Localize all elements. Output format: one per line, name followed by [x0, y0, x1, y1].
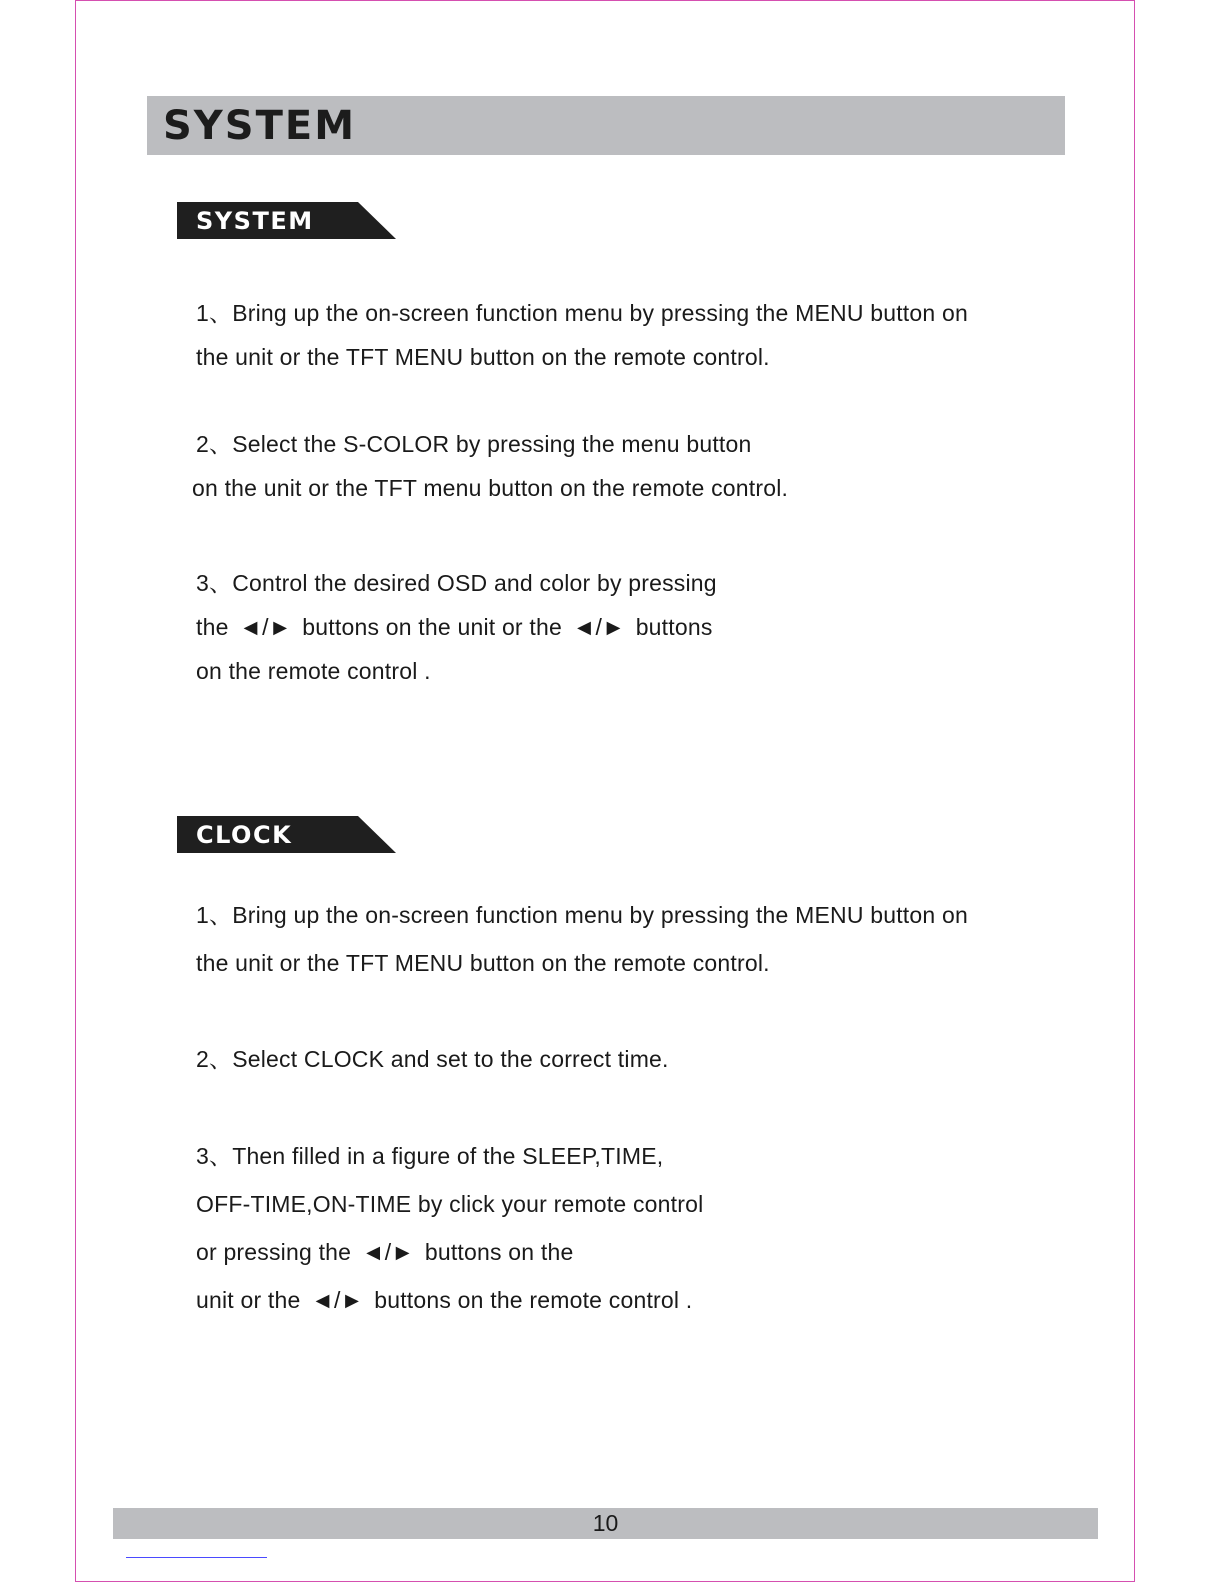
system-step2-line2: on the unit or the TFT menu button on the remote control. — [192, 475, 789, 501]
clock-section-label: CLOCK — [196, 821, 293, 849]
system-section-tab — [177, 202, 397, 239]
clock-step3-text-unit: unit or the — [196, 1287, 301, 1313]
clock-step3-line3 — [196, 1238, 573, 1266]
clock-step3-line2: OFF-TIME,ON-TIME by click your remote control — [196, 1191, 704, 1217]
system-step2-line1: 2、Select the S-COLOR by pressing the menu button — [196, 431, 752, 457]
clock-step1-line2: the unit or the TFT MENU button on the remote control. — [196, 950, 770, 976]
footer-underline — [126, 1557, 267, 1558]
system-step3-text-the: the — [196, 614, 229, 640]
clock-step2-line1: 2、Select CLOCK and set to the correct time. — [196, 1046, 669, 1072]
left-right-arrows-icon: ◄/► — [239, 614, 292, 640]
system-step3-text-buttons: buttons — [635, 614, 713, 640]
system-section-label: SYSTEM — [196, 207, 314, 235]
clock-step3-line1: 3、Then filled in a figure of the SLEEP,TIME, — [196, 1143, 664, 1169]
system-step3-line2 — [196, 613, 713, 641]
clock-step3-line4 — [196, 1286, 692, 1314]
system-step3-text-buttons-unit: buttons on the unit or the — [302, 614, 562, 640]
clock-section-tab — [177, 816, 397, 853]
page-header-bar — [147, 96, 1065, 155]
clock-step3-text-or-pressing: or pressing the — [196, 1239, 352, 1265]
system-step1-line2: the unit or the TFT MENU button on the remote control. — [196, 344, 770, 370]
left-right-arrows-icon: ◄/► — [572, 614, 626, 640]
system-step3-line3: on the remote control . — [196, 658, 431, 684]
page-title: SYSTEM — [163, 103, 356, 149]
left-right-arrows-icon: ◄/► — [311, 1287, 364, 1313]
clock-step3-text-buttons-on: buttons on the — [424, 1239, 574, 1265]
clock-step1-line1: 1、Bring up the on-screen function menu by pressing the MENU button on — [196, 902, 968, 928]
system-step3-line1: 3、Control the desired OSD and color by pressing — [196, 570, 717, 596]
page-number: 10 — [592, 1510, 619, 1536]
left-right-arrows-icon: ◄/► — [361, 1239, 415, 1265]
footer-bar — [113, 1508, 1098, 1539]
system-step1-line1: 1、Bring up the on-screen function menu by pressing the MENU button on — [196, 300, 968, 326]
clock-step3-text-remote: buttons on the remote control . — [374, 1287, 693, 1313]
